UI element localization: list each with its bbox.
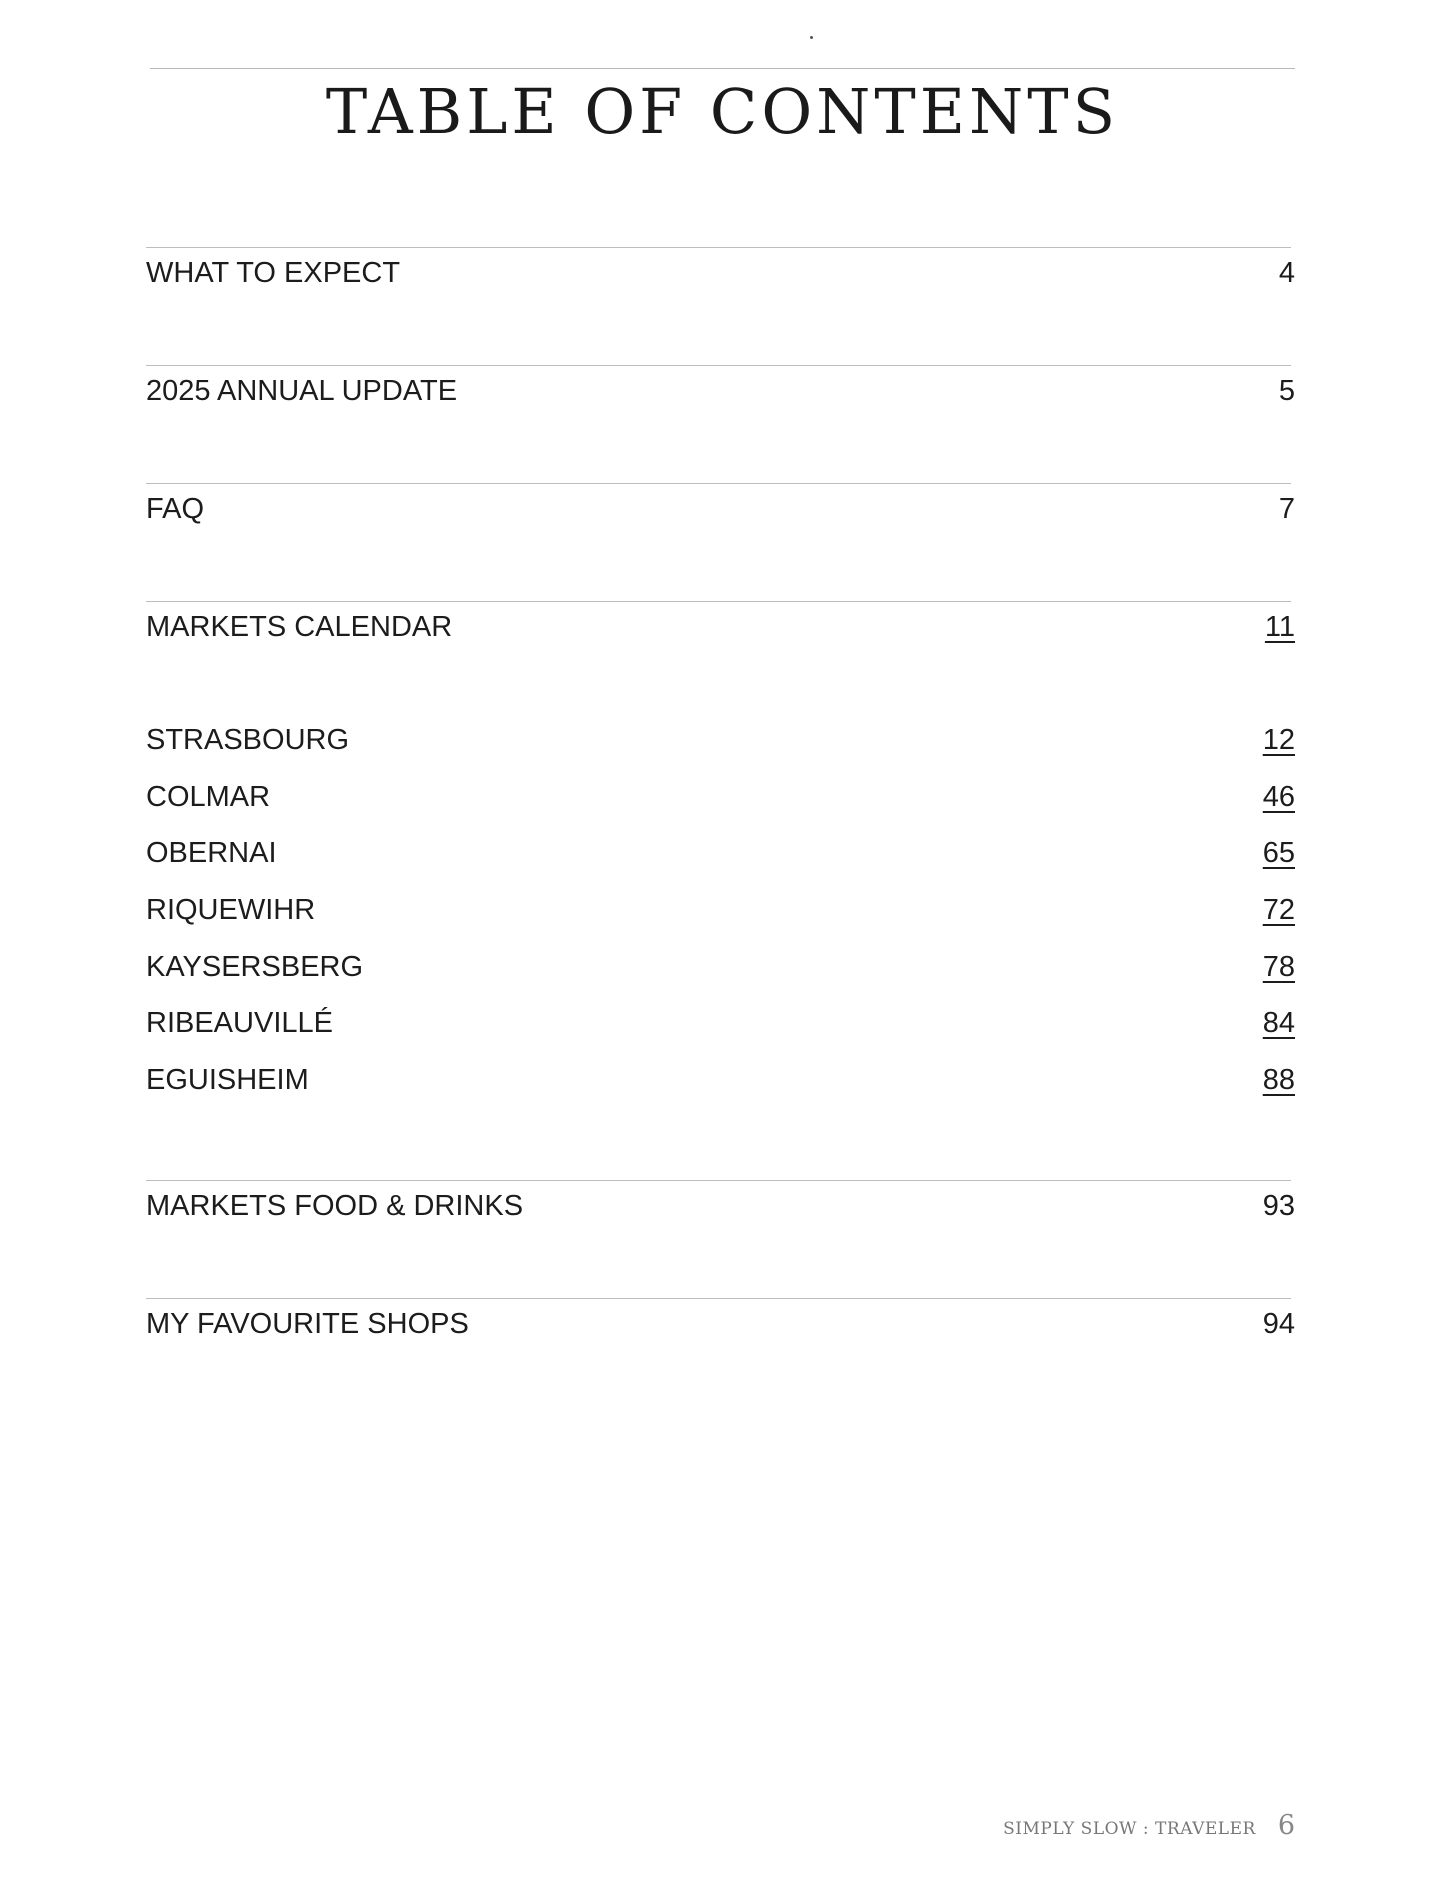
toc-entry-label: MY FAVOURITE SHOPS [146,1307,469,1340]
toc-town-page-link[interactable]: 84 [1262,1006,1295,1039]
footer-page-number: 6 [1277,1810,1295,1841]
toc-entry-page: 5 [1278,374,1295,407]
section-divider [146,601,1291,602]
toc-town-page-link[interactable]: 12 [1262,723,1295,756]
toc-town-page-link[interactable]: 46 [1262,780,1295,813]
section-divider [146,247,1291,248]
toc-town-page-link[interactable]: 65 [1262,836,1295,869]
toc-town-strasbourg[interactable] [146,720,1295,760]
toc-entry-annual-update[interactable] [146,371,1295,411]
title-rule [150,68,1295,69]
toc-entry-page: 7 [1278,492,1295,525]
toc-entry-page: 94 [1262,1307,1295,1340]
toc-town-ribeauville[interactable] [146,1003,1295,1043]
toc-town-label: RIQUEWIHR [146,893,316,926]
toc-town-page-link[interactable]: 88 [1262,1063,1295,1096]
toc-town-riquewihr[interactable] [146,890,1295,930]
toc-entry-markets-calendar[interactable] [146,607,1295,647]
toc-town-page-link[interactable]: 72 [1262,893,1295,926]
toc-town-eguisheim[interactable] [146,1060,1295,1100]
page-title: TABLE OF CONTENTS [325,75,1120,148]
toc-town-page-link[interactable]: 78 [1262,950,1295,983]
page-footer [1003,1810,1295,1841]
toc-entry-what-to-expect[interactable] [146,253,1295,293]
toc-town-colmar[interactable] [146,777,1295,817]
section-divider [146,1298,1291,1299]
top-dot [810,36,813,39]
toc-entry-label: WHAT TO EXPECT [146,256,401,289]
toc-entry-favourite-shops[interactable] [146,1304,1295,1344]
toc-entry-label: 2025 ANNUAL UPDATE [146,374,458,407]
toc-town-label: KAYSERSBERG [146,950,364,983]
toc-entry-label: FAQ [146,492,205,525]
toc-entry-page-link[interactable]: 11 [1264,610,1295,643]
toc-entry-page: 4 [1278,256,1295,289]
toc-town-label: COLMAR [146,780,271,813]
section-divider [146,483,1291,484]
toc-entry-label: MARKETS CALENDAR [146,610,453,643]
toc-town-label: STRASBOURG [146,723,350,756]
toc-entry-label: MARKETS FOOD & DRINKS [146,1189,524,1222]
toc-entry-markets-food-drinks[interactable] [146,1186,1295,1226]
toc-town-obernai[interactable] [146,833,1295,873]
section-divider [146,365,1291,366]
section-divider [146,1180,1291,1181]
toc-entry-faq[interactable] [146,489,1295,529]
toc-town-label: RIBEAUVILLÉ [146,1006,333,1039]
footer-brand: SIMPLY SLOW : TRAVELER [1003,1819,1256,1839]
toc-town-label: EGUISHEIM [146,1063,309,1096]
toc-town-kaysersberg[interactable] [146,947,1295,987]
toc-town-label: OBERNAI [146,836,277,869]
toc-entry-page: 93 [1262,1189,1295,1222]
